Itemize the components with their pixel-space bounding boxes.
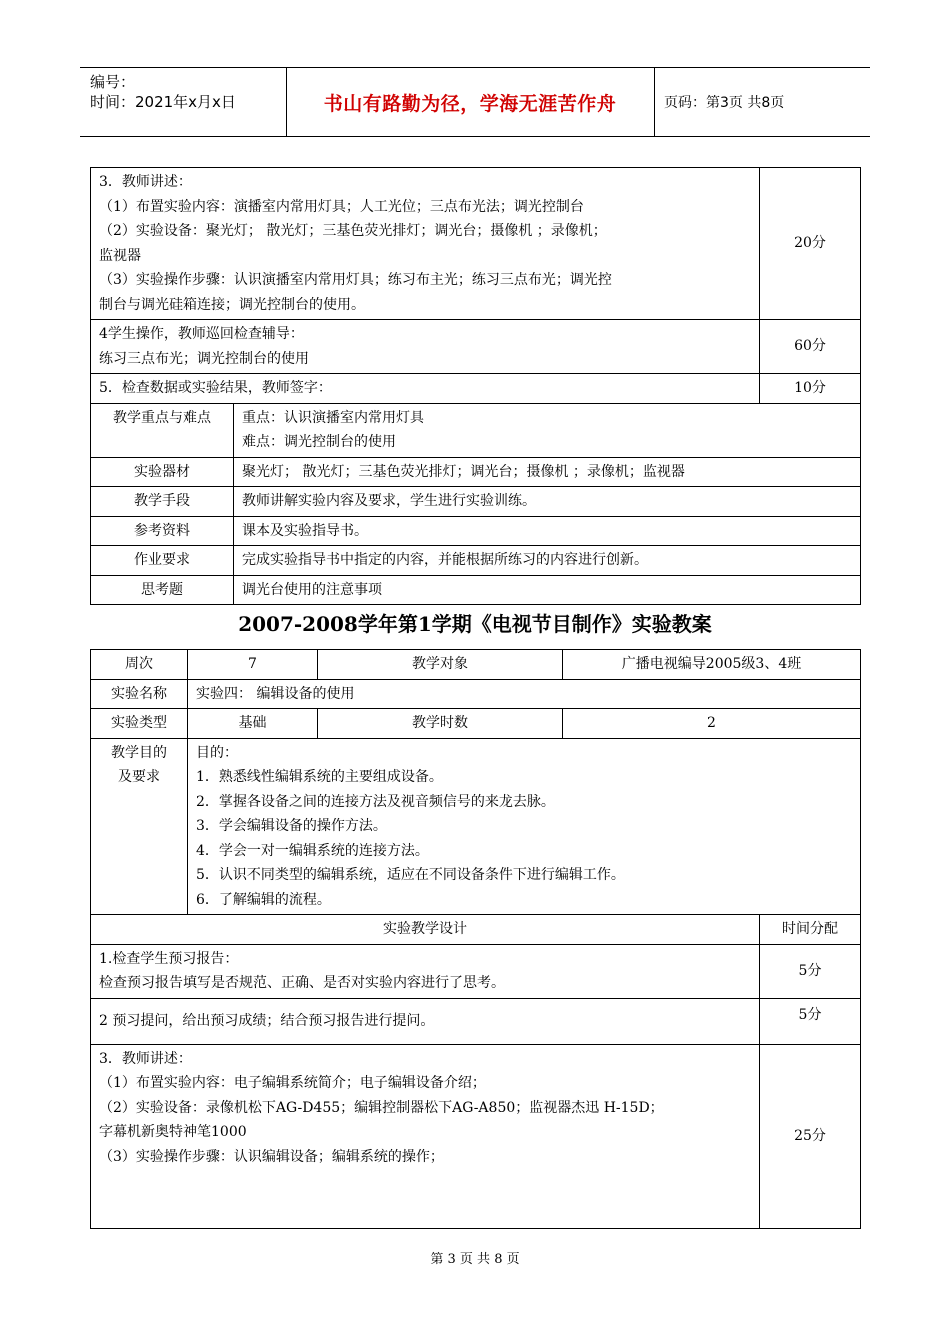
row-value: 聚光灯； 散光灯；三基色荧光排灯；调光台；摄像机 ；录像机；监视器 bbox=[234, 457, 861, 487]
table-row bbox=[91, 546, 861, 576]
hours-value: 2 bbox=[563, 709, 861, 739]
type-value: 基础 bbox=[188, 709, 318, 739]
table-row bbox=[91, 738, 861, 915]
text-line: 1．熟悉线性编辑系统的主要组成设备。 bbox=[196, 769, 443, 785]
time-cell: 25分 bbox=[760, 1044, 861, 1228]
text-line: 3．教师讲述： bbox=[99, 1050, 192, 1067]
header-slogan: 书山有路勤为径，学海无涯苦作舟 bbox=[323, 92, 617, 115]
text-line: 4．学会一对一编辑系统的连接方法。 bbox=[196, 842, 429, 859]
row-value: 课本及实验指导书。 bbox=[234, 516, 861, 546]
name-label: 实验名称 bbox=[91, 679, 188, 709]
table-row bbox=[91, 403, 861, 457]
row-label: 教学手段 bbox=[91, 487, 234, 517]
document-number-label: 编号： bbox=[90, 73, 136, 91]
table-row bbox=[91, 168, 861, 320]
hours-label: 教学时数 bbox=[318, 709, 563, 739]
row-label: 实验器材 bbox=[91, 457, 234, 487]
step-cell bbox=[91, 1044, 760, 1228]
name-value: 实验四： 编辑设备的使用 bbox=[188, 679, 861, 709]
text-line: 检查预习报告填写是否规范、正确、是否对实验内容进行了思考。 bbox=[99, 975, 505, 991]
text-line: 1.检查学生预习报告： bbox=[99, 950, 239, 967]
row-label: 参考资料 bbox=[91, 516, 234, 546]
text-line: 2．掌握各设备之间的连接方法及视音频信号的来龙去脉。 bbox=[196, 793, 555, 810]
student-operation-cell bbox=[91, 320, 760, 374]
table-row bbox=[91, 1044, 861, 1228]
week-value: 7 bbox=[188, 650, 318, 680]
text-line: 5．认识不同类型的编辑系统，适应在不同设备条件下进行编辑工作。 bbox=[196, 867, 625, 883]
document-date: 时间：2021年x月x日 bbox=[90, 93, 236, 111]
section-title: 2007-2008学年第1学期《电视节目制作》实验教案 bbox=[238, 612, 712, 636]
text-line: （3）实验操作步骤：认识演播室内常用灯具；练习布主光；练习三点布光；调光控 bbox=[99, 272, 612, 288]
table-row bbox=[91, 374, 861, 404]
time-header: 时间分配 bbox=[760, 915, 861, 945]
time-cell: 20分 bbox=[760, 168, 861, 320]
table-row bbox=[91, 487, 861, 517]
step-cell bbox=[91, 944, 760, 998]
table-row bbox=[91, 457, 861, 487]
design-header: 实验教学设计 bbox=[91, 915, 760, 945]
row-value: 完成实验指导书中指定的内容，并能根据所练习的内容进行创新。 bbox=[234, 546, 861, 576]
text-line: （2）实验设备：录像机松下AG-D455；编辑控制器松下AG-A850；监视器杰迅 H-15D； bbox=[99, 1099, 664, 1116]
page-header bbox=[80, 67, 870, 137]
text-line: 4学生操作，教师巡回检查辅导： bbox=[99, 326, 304, 342]
table-row bbox=[91, 650, 861, 680]
text-line: 重点：认识演播室内常用灯具 bbox=[242, 409, 424, 426]
row-value: 教师讲解实验内容及要求，学生进行实验训练。 bbox=[234, 487, 861, 517]
goal-label bbox=[91, 738, 188, 915]
table-row bbox=[91, 516, 861, 546]
header-divider bbox=[654, 68, 655, 136]
text-line: （3）实验操作步骤：认识编辑设备；编辑系统的操作； bbox=[99, 1148, 444, 1165]
text-line: （2）实验设备：聚光灯； 散光灯；三基色荧光排灯；调光台；摄像机 ；录像机； bbox=[99, 223, 607, 239]
step-cell: 2 预习提问，给出预习成绩；结合预习报告进行提问。 bbox=[91, 998, 760, 1044]
text-line: 字幕机新奥特神笔1000 bbox=[99, 1124, 247, 1140]
text-line: （1）布置实验内容：演播室内常用灯具；人工光位；三点布光法；调光控制台 bbox=[99, 198, 584, 215]
target-label: 教学对象 bbox=[318, 650, 563, 680]
table-row bbox=[91, 575, 861, 605]
time-cell: 5分 bbox=[760, 944, 861, 998]
target-value: 广播电视编导2005级3、4班 bbox=[563, 650, 861, 680]
time-cell: 60分 bbox=[760, 320, 861, 374]
page-footer: 第 3 页 共 8 页 bbox=[430, 1252, 520, 1267]
table-row bbox=[91, 320, 861, 374]
table-row bbox=[91, 998, 861, 1044]
table-row bbox=[91, 915, 861, 945]
type-label: 实验类型 bbox=[91, 709, 188, 739]
text-line: 目的： bbox=[196, 744, 238, 761]
text-line: 监视器 bbox=[99, 247, 141, 264]
table-row bbox=[91, 944, 861, 998]
goal-content bbox=[188, 738, 861, 915]
text-line: 3．学会编辑设备的操作方法。 bbox=[196, 818, 387, 834]
teacher-lecture-cell bbox=[91, 168, 760, 320]
text-line: 3．教师讲述： bbox=[99, 174, 192, 190]
header-meta bbox=[90, 72, 286, 112]
time-cell: 10分 bbox=[760, 374, 861, 404]
time-cell: 5分 bbox=[760, 998, 861, 1044]
text-line: 教学目的 bbox=[111, 744, 167, 761]
text-line: 难点：调光控制台的使用 bbox=[242, 434, 396, 450]
row-value: 调光台使用的注意事项 bbox=[234, 575, 861, 605]
row-label: 思考题 bbox=[91, 575, 234, 605]
week-label: 周次 bbox=[91, 650, 188, 680]
text-line: （1）布置实验内容：电子编辑系统简介；电子编辑设备介绍； bbox=[99, 1075, 486, 1091]
table-row bbox=[91, 709, 861, 739]
text-line: 练习三点布光；调光控制台的使用 bbox=[99, 350, 309, 367]
row-label: 教学重点与难点 bbox=[91, 403, 234, 457]
header-page-info: 页码：第3页 共8页 bbox=[664, 95, 785, 111]
table-row bbox=[91, 679, 861, 709]
text-line: 及要求 bbox=[118, 769, 160, 785]
key-points-cell bbox=[234, 403, 861, 457]
row-label: 作业要求 bbox=[91, 546, 234, 576]
text-line: 6．了解编辑的流程。 bbox=[196, 891, 331, 908]
text-line: 制台与调光硅箱连接；调光控制台的使用。 bbox=[99, 296, 365, 313]
lesson-plan-table bbox=[90, 649, 861, 1229]
check-result-cell: 5．检查数据或实验结果，教师签字： bbox=[91, 374, 760, 404]
lesson-table-continued bbox=[90, 167, 861, 605]
